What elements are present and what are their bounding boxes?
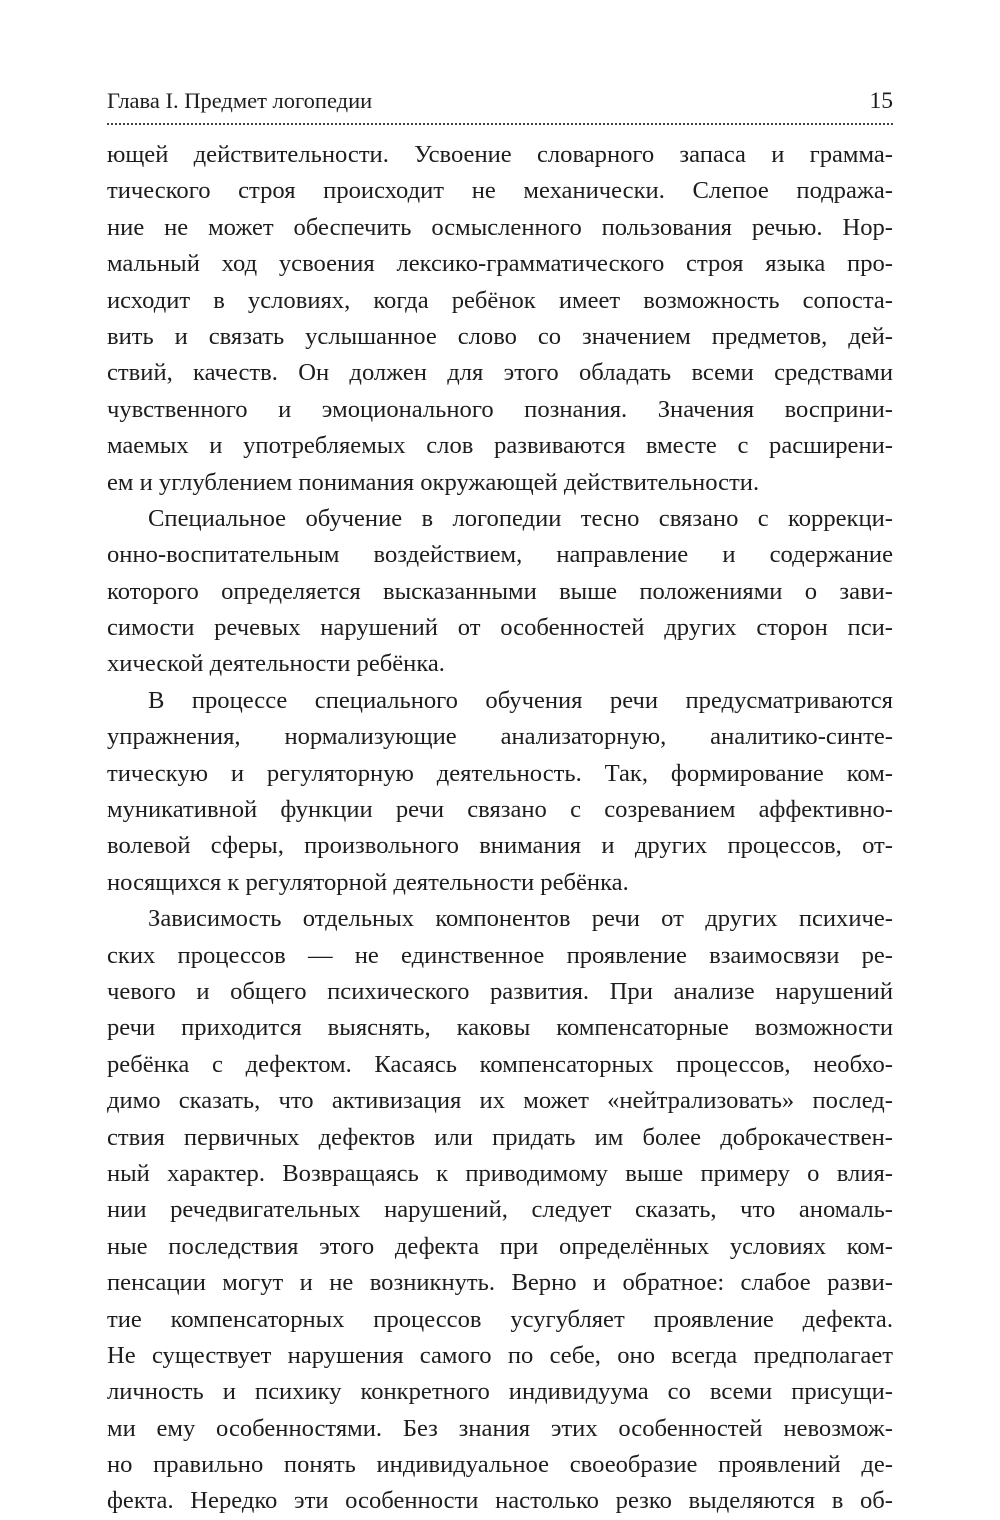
text-line: ми ему особенностями. Без знания этих особенностей невозмож- (107, 1414, 893, 1442)
text-line: В процессе специального обучения речи предусматриваются (148, 686, 893, 714)
text-line: маемых и употребляемых слов развиваются вместе с расширени- (107, 432, 893, 460)
book-page (107, 0, 893, 1515)
text-line: муникативной функции речи связано с созреванием аффективно- (107, 796, 893, 824)
paragraph (107, 683, 893, 901)
paragraph (107, 137, 893, 501)
text-line: Специальное обучение в логопедии тесно связано с коррекци- (148, 504, 893, 532)
text-line: тие компенсаторных процессов усугубляет проявление дефекта. (107, 1305, 893, 1333)
text-line: личность и психику конкретного индивидуума со всеми присущи- (107, 1378, 893, 1406)
text-line: носящихся к регуляторной деятельности ребёнка. (107, 868, 629, 896)
text-line: тическую и регуляторную деятельность. Так, формирование ком- (107, 759, 893, 787)
text-line: вить и связать услышанное слово со значением предметов, дей- (107, 322, 893, 350)
body-text (107, 137, 893, 1520)
text-line: ствия первичных дефектов или придать им более доброкачествен- (107, 1123, 893, 1151)
text-line: речи приходится выяснять, каковы компенсаторные возможности (107, 1014, 893, 1042)
chapter-title: Глава I. Предмет логопедии (107, 88, 373, 113)
text-line: Зависимость отдельных компонентов речи от других психиче- (148, 905, 893, 933)
text-line: волевой сферы, произвольного внимания и других процессов, от- (107, 832, 893, 860)
text-line: тического строя происходит не механически. Слепое подража- (107, 177, 893, 205)
text-line: чувственного и эмоционального познания. Значения восприни- (107, 395, 893, 423)
text-line: мальный ход усвоения лексико-грамматического строя языка про- (107, 250, 893, 278)
paragraph (107, 501, 893, 683)
text-line: ем и углублением понимания окружающей действительности. (107, 468, 760, 496)
text-line: исходит в условиях, когда ребёнок имеет возможность сопоста- (107, 286, 893, 314)
text-line: ные последствия этого дефекта при определённых условиях ком- (107, 1232, 893, 1260)
text-line: ние не может обеспечить осмысленного пользования речью. Нор- (107, 213, 893, 241)
text-line: ских процессов — не единственное проявление взаимосвязи ре- (107, 941, 893, 969)
header-dotted-rule (107, 123, 893, 125)
text-line: которого определяется высказанными выше положениями о зави- (107, 577, 893, 605)
text-line: фекта. Нередко эти особенности настолько резко выделяются в об- (107, 1487, 893, 1515)
text-line: димо сказать, что активизация их может «нейтрализовать» послед- (107, 1087, 893, 1115)
page-number: 15 (869, 88, 893, 114)
text-line: хической деятельности ребёнка. (107, 650, 445, 678)
text-line: ребёнка с дефектом. Касаясь компенсаторных процессов, необхо- (107, 1050, 893, 1078)
text-line: чевого и общего психического развития. При анализе нарушений (107, 977, 893, 1005)
text-line: ющей действительности. Усвоение словарного запаса и грамма- (107, 141, 893, 168)
text-line: но правильно понять индивидуальное своеобразие проявлений де- (107, 1451, 893, 1479)
text-line: симости речевых нарушений от особенностей других сторон пси- (107, 614, 893, 642)
text-line: ствий, качеств. Он должен для этого обладать всеми средствами (107, 359, 893, 387)
text-line: Не существует нарушения самого по себе, оно всегда предполагает (107, 1341, 893, 1369)
text-line: онно-воспитательным воздействием, направление и содержание (107, 541, 893, 569)
text-line: пенсации могут и не возникнуть. Верно и обратное: слабое разви- (107, 1269, 893, 1297)
text-line: нии речедвигательных нарушений, следует сказать, что аномаль- (107, 1196, 893, 1224)
text-line: ный характер. Возвращаясь к приводимому выше примеру о влия- (107, 1159, 893, 1187)
running-header (107, 84, 893, 118)
paragraph (107, 901, 893, 1520)
text-line: упражнения, нормализующие анализаторную, аналитико-синте- (107, 723, 893, 751)
